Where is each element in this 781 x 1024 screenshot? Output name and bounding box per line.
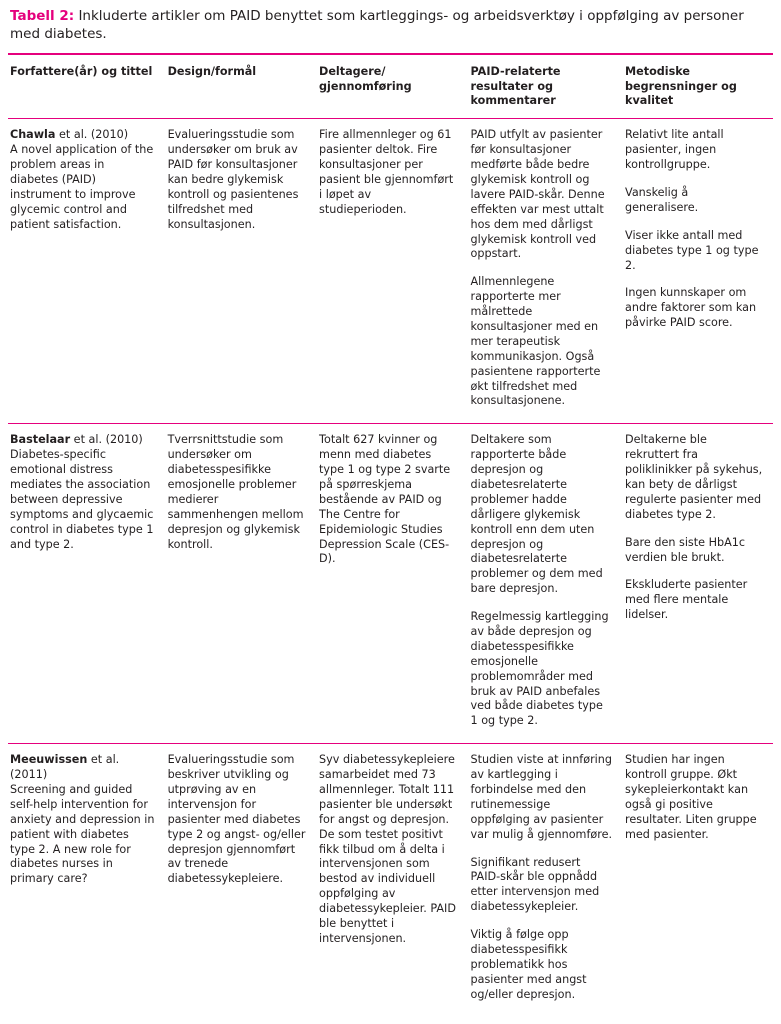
- design-text: Evalueringsstudie som undersøker om bruk av PAID før konsultasjoner kan bedre glykemisk kontroll og pasientenes tilfredshet med konsultasjonen.: [167, 128, 299, 231]
- participants-text: Fire allmennleger og 61 pasienter deltok. Fire konsultasjoner per pasient ble gjennomført i løpet av studieperioden.: [319, 128, 454, 216]
- cell-results: [469, 119, 624, 424]
- table-caption-text: Inkluderte artikler om PAID benyttet som kartleggings- og arbeidsverktøy i oppfølging av personer med diabetes.: [10, 8, 744, 42]
- study-reference: [10, 433, 156, 552]
- design-text: Evalueringsstudie som beskriver utvikling og utprøving av en intervensjon for pasienter med diabetes type 2 og angst- og/eller depresjon gjennomført av trenede diabetessykepleiere.: [167, 753, 306, 886]
- result-paragraph: Viktig å følge opp diabetesspesifikk problematikk hos pasienter med angst og/eller depresjon.: [470, 928, 587, 1001]
- cell-participants: [317, 119, 468, 424]
- column-header-design: Design/formål: [166, 55, 317, 119]
- study-reference: [10, 753, 156, 887]
- column-header-limitations: Metodiske begrensninger og kvalitet: [623, 55, 773, 119]
- study-author: Bastelaar: [10, 433, 71, 447]
- cell-design: [166, 744, 317, 1017]
- limitation-paragraph: Ingen kunnskaper om andre faktorer som kan påvirke PAID score.: [625, 286, 757, 330]
- table-row: [8, 744, 773, 1017]
- cell-design: [166, 424, 317, 744]
- table-row: [8, 119, 773, 424]
- study-title: Screening and guided self-help intervention for anxiety and depression in patient with diabetes type 2. A new role for diabetes nurses in primary care?: [10, 783, 155, 886]
- limitation-paragraph: Bare den siste HbA1c verdien ble brukt.: [625, 535, 746, 564]
- study-title: A novel application of the problem areas in diabetes (PAID) instrument to improve glycemic control and patient satisfaction.: [10, 143, 154, 231]
- study-title: Diabetes-specific emotional distress mediates the association between depressive symptoms and glycaemic control in diabetes type 1 and type 2.: [10, 448, 154, 551]
- table-row: [8, 424, 773, 744]
- cell-results: [469, 744, 624, 1017]
- column-header-participants: Deltagere/ gjennomføring: [317, 55, 468, 119]
- result-paragraph: Regelmessig kartlegging av både depresjon og diabetesspesifikke emosjonelle problemområder med bruk av PAID anbefales ved både diabetes type 1 og type 2.: [470, 610, 609, 728]
- limitation-paragraph: Relativt lite antall pasienter, ingen kontrollgruppe.: [625, 128, 724, 172]
- study-author: Meeuwissen: [10, 753, 88, 767]
- result-paragraph: Signifikant redusert PAID-skår ble oppnådd etter intervensjon med diabetessykepleier.: [470, 855, 600, 914]
- cell-limitations: [623, 119, 773, 424]
- design-text: Tverrsnittstudie som undersøker om diabetesspesifikke emosjonelle problemer medierer sammenhengen mellom depresjon og glykemisk kontroll.: [167, 433, 304, 551]
- table-header: [8, 55, 773, 119]
- study-year: et al. (2011): [10, 753, 120, 782]
- table-caption: [8, 0, 773, 55]
- result-paragraph: Allmennlegene rapporterte mer målrettede konsultasjoner med en mer terapeutisk kommunikasjon. Også pasientene rapporterte økt tilfredshet med konsultasjonene.: [470, 275, 601, 408]
- table-header-row: [8, 55, 773, 119]
- limitation-paragraph: Vanskelig å generalisere.: [625, 185, 699, 214]
- limitation-paragraph: Viser ikke antall med diabetes type 1 og type 2.: [625, 228, 759, 272]
- cell-authors: [8, 744, 166, 1017]
- limitation-paragraph: Studien har ingen kontroll gruppe. Økt sykepleierkontakt kan også gi positive resultater. Liten gruppe med pasienter.: [625, 753, 757, 841]
- result-paragraph: Studien viste at innføring av kartlegging i forbindelse med den rutinemessige oppfølging av pasienter var mulig å gjennomføre.: [470, 753, 613, 841]
- cell-limitations: [623, 424, 773, 744]
- cell-participants: [317, 744, 468, 1017]
- study-year: et al. (2010): [55, 128, 129, 142]
- limitation-paragraph: Deltakerne ble rekruttert fra poliklinikker på sykehus, kan bety de dårligst regulerte pasienter med diabetes type 2.: [625, 433, 763, 521]
- table-number-label: Tabell 2:: [10, 8, 75, 24]
- column-header-authors: Forfattere(år) og tittel: [8, 55, 166, 119]
- cell-participants: [317, 424, 468, 744]
- cell-authors: [8, 119, 166, 424]
- study-author: Chawla: [10, 128, 56, 142]
- participants-text: Totalt 627 kvinner og menn med diabetes type 1 og type 2 svarte på spørreskjema bestående av PAID og The Centre for Epidemiologic Studies Depression Scale (CES-D).: [319, 433, 451, 566]
- study-year: et al. (2010): [70, 433, 143, 447]
- cell-authors: [8, 424, 166, 744]
- limitation-paragraph: Ekskluderte pasienter med flere mentale lidelser.: [625, 578, 748, 622]
- cell-limitations: [623, 744, 773, 1017]
- articles-table: [8, 55, 773, 1017]
- participants-text: Syv diabetessykepleiere samarbeidet med 73 allmennleger. Totalt 111 pasienter ble undersøkt for angst og depresjon. De som testet positivt fikk tilbud om å delta i intervensjonen som bestod av individuell oppfølging av diabetessykepleier. PAID ble benyttet i intervensjonen.: [319, 753, 456, 945]
- study-reference: [10, 128, 156, 232]
- column-header-results: PAID-relaterte resultater og kommentarer: [469, 55, 624, 119]
- table-body: [8, 119, 773, 1017]
- result-paragraph: Deltakere som rapporterte både depresjon og diabetesrelaterte problemer hadde dårligere glykemisk kontroll enn dem uten depresjon og diabetesrelaterte problemer og dem med bare depresjon.: [470, 433, 603, 596]
- cell-design: [166, 119, 317, 424]
- result-paragraph: PAID utfylt av pasienter før konsultasjoner medførte både bedre glykemisk kontroll og lavere PAID-skår. Denne effekten var mest uttalt hos dem med dårligst glykemisk kontroll ved oppstart.: [470, 128, 605, 261]
- cell-results: [469, 424, 624, 744]
